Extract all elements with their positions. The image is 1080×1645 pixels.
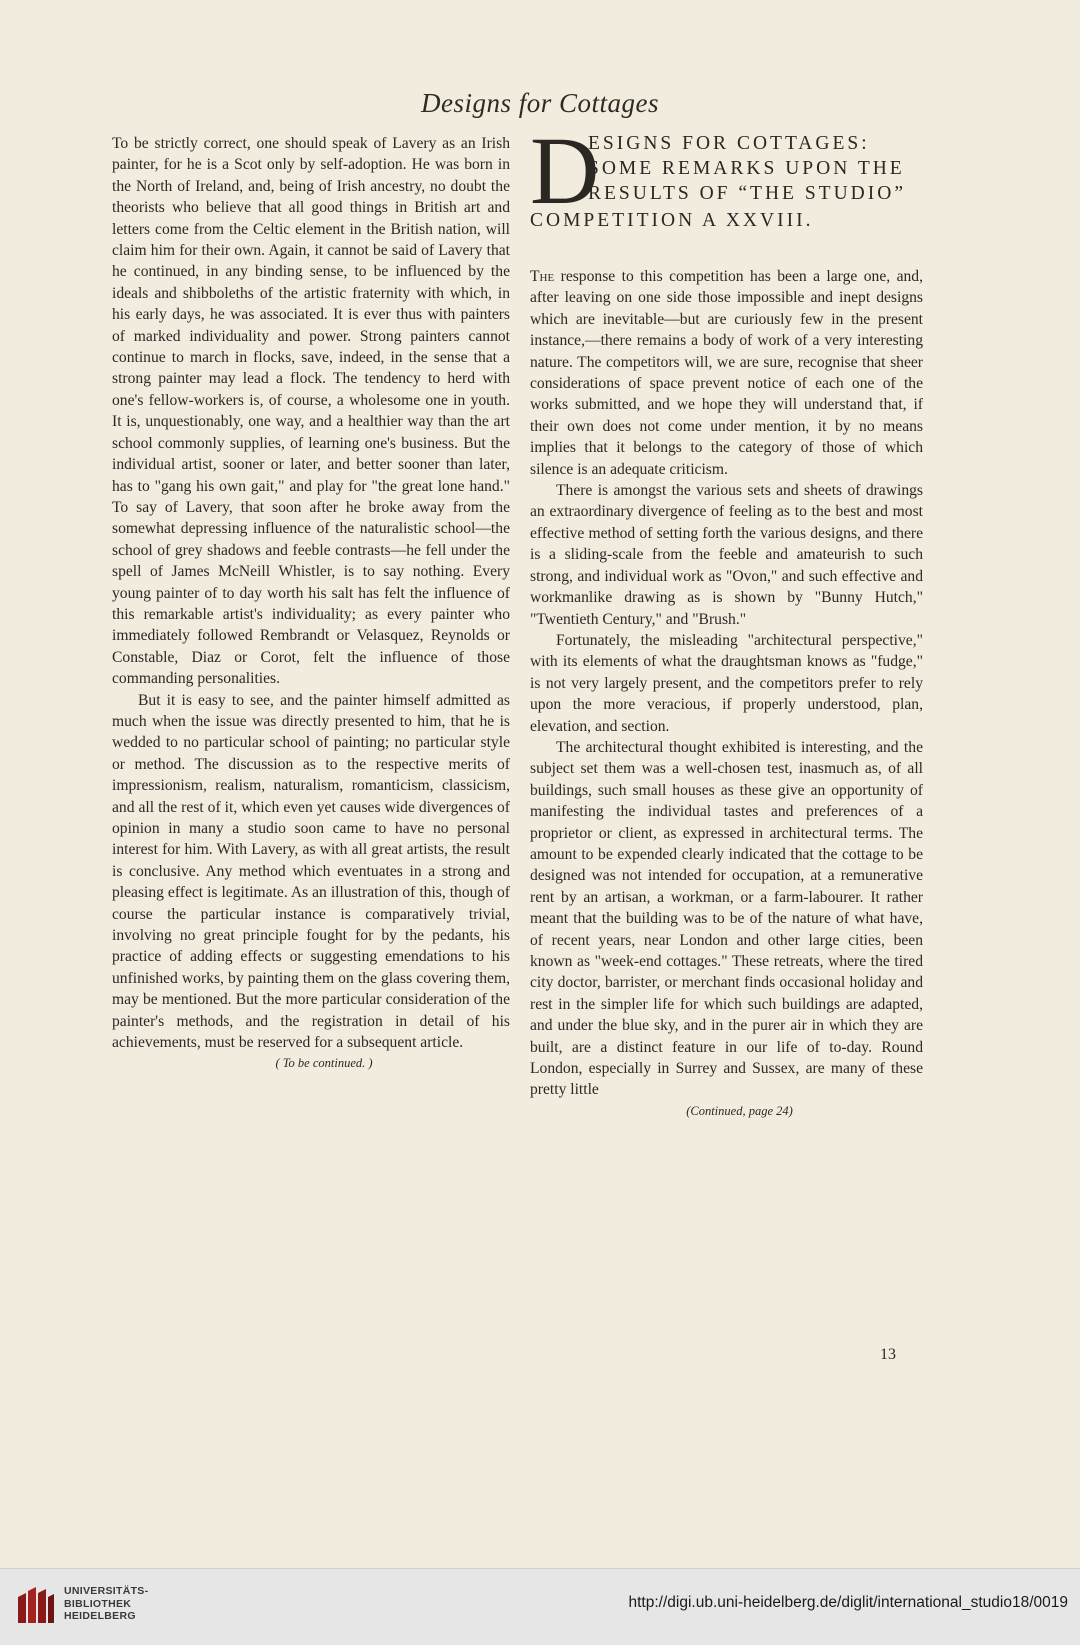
permalink-url[interactable]: http://digi.ub.uni-heidelberg.de/diglit/international_studio18/0019 bbox=[628, 1594, 1068, 1611]
right-paragraph-2: There is amongst the various sets and sheets of drawings an extraordinary divergence of feeling as to the best and most effective method of setting forth the various designs, and there is a sliding-scale from the feeble and amateurish to such strong, and individual work as "Ovon," and such effective and workmanlike drawing as is shown by "Bunny Hutch," "Twentieth Century," and "Brush." bbox=[530, 482, 923, 628]
right-continuation-note: (Continued, page 24) bbox=[686, 1103, 793, 1118]
title-line-4: COMPETITION A XXVIII. bbox=[530, 210, 814, 231]
right-paragraph-3: Fortunately, the misleading "architectural perspective," with its elements of what the draughtsman knows as "fudge," is not very largely present, and the competitors prefer to rely upon the more veracious, if properly understood, plan, elevation, and section. bbox=[530, 631, 923, 735]
library-name-line-1: UNIVERSITÄTS- bbox=[64, 1585, 149, 1597]
title-line-2: SOME REMARKS UPON THE bbox=[588, 158, 905, 179]
opening-smallcaps: The bbox=[530, 268, 555, 285]
library-name bbox=[64, 1585, 148, 1623]
title-line-3: RESULTS OF “THE STUDIO” bbox=[588, 183, 906, 204]
left-column bbox=[112, 133, 510, 1075]
right-column bbox=[530, 266, 923, 1122]
opening-text: response to this competition has been a large one, and, after leaving on one side those impossible and inept designs which are inevitable—but are curiously few in the present instance,—there remains a body of work of a very interesting nature. The competitors will, we are sure, recognise that sheer considerations of space prevent notice of each one of the works submitted, and we hope they will understand that, if their own does not come under mention, it by no means implies that it belongs to the category of those of which silence is an adequate criticism. bbox=[530, 268, 923, 478]
left-continuation-note: ( To be continued. ) bbox=[275, 1056, 373, 1071]
left-paragraph-1: To be strictly correct, one should speak of Lavery as an Irish painter, for he is a Scot only by self-adoption. He was born in the North of Ireland, and, being of Irish ancestry, no doubt the theorists who believe that all good things in British art and letters come from the Celtic element in the British nation, will claim him for their own. Again, it cannot be said of Lavery that he continued, in any binding sense, to be influenced by the ideals and shibboleths of the artistic fraternity with which, in his early days, he was associated. It is ever thus with painters of marked individuality and power. Strong painters cannot continue to march in flocks, save, indeed, in the sense that a strong painter may lead a flock. The tendency to herd with one's fellow-workers is, of course, a wholesome one in youth. It is, unquestionably, one way, and a healthier way than the art school commonly supplies, of learning one's business. But the individual artist, sooner or later, and better sooner than later, has to "gang his own gait," and play for "the great lone hand." To say of Lavery, that soon after he broke away from the somewhat depressing influence of the naturalistic school—the school of grey shadows and feeble contrasts—he fell under the spell of James McNeill Whistler, is to say nothing. Every young painter of to day worth his salt has felt the influence of this remarkable artist's individuality; as every painter who immediately followed Rembrandt or Velasquez, Reynolds or Constable, Diaz or Corot, felt the influence of those commanding personalities. bbox=[112, 135, 510, 688]
university-library-logo-icon bbox=[14, 1583, 58, 1627]
right-paragraph-4: The architectural thought exhibited is interesting, and the subject set them was a well-chosen test, inasmuch as, of all buildings, such small houses as these give an opportunity of manifesting the individual tastes and preferences of a proprietor or client, as expressed in architectural terms. The amount to be expended clearly indicated that the cottage to be designed was not intended for occupation, at a remunerative rent by an artisan, a workman, or a farm-labourer. It rather meant that the building was to be of the nature of what have, of recent years, near London and other large cities, been known as "week-end cottages." These retreats, where the tired city doctor, barrister, or merchant finds occasional holiday and rest in the simpler life for which such buildings are adapted, and under the blue sky, and in the purer air in which they are built, are a distinct feature in our life of to-day. Round London, especially in Surrey and Sussex, are many of these pretty little bbox=[530, 738, 923, 1099]
left-paragraph-2: But it is easy to see, and the painter himself admitted as much when the issue was directly presented to him, that he is wedded to no particular school of painting; no particular style or method. The discussion as to the respective merits of impressionism, realism, naturalism, romanticism, classicism, and all the rest of it, which even yet causes wide divergences of opinion in many a studio soon came to have no personal interest for him. With Lavery, as with all great artists, the result is conclusive. Any method which eventuates in a strong and pleasing effect is legitimate. As an illustration of this, though of course the particular instance is comparatively trivial, involving no great principle fought for by the pedants, his practice of adding effects or suggesting emendations to his unfinished works, by painting them on the glass covering them, may be mentioned. But the more particular consideration of the painter's methods, and the registration in detail of his achievements, must be reserved for a subsequent article. bbox=[112, 691, 510, 1052]
article-title bbox=[530, 117, 925, 243]
page-number: 13 bbox=[880, 1346, 896, 1363]
library-name-line-3: HEIDELBERG bbox=[64, 1610, 136, 1622]
running-header: Designs for Cottages bbox=[420, 88, 659, 118]
library-name-line-2: BIBLIOTHEK bbox=[64, 1597, 132, 1610]
drop-cap: D bbox=[530, 117, 600, 224]
library-footer bbox=[0, 1568, 1080, 1645]
right-paragraph-1 bbox=[530, 266, 923, 480]
title-line-1: ESIGNS FOR COTTAGES: bbox=[588, 133, 870, 154]
